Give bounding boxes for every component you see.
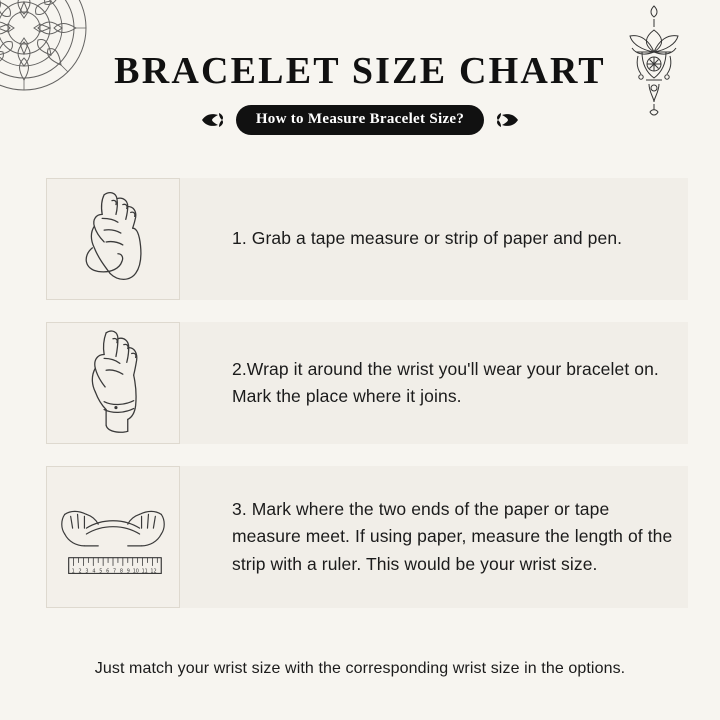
subtitle-pill: How to Measure Bracelet Size? (236, 105, 484, 135)
leaf-flourish-left-icon (200, 109, 226, 131)
page-header (0, 52, 720, 135)
svg-text:7: 7 (113, 568, 117, 575)
svg-text:9: 9 (126, 568, 130, 575)
list-item (46, 322, 688, 444)
svg-text:3: 3 (85, 568, 89, 575)
page-title: BRACELET SIZE CHART (114, 50, 606, 92)
svg-text:11: 11 (141, 568, 148, 575)
step-text: 3. Mark where the two ends of the paper or tape measure meet. If using paper, measure the length of the strip with a ruler. This would be your wrist size. (232, 499, 673, 574)
hand-with-tape-around-wrist-illustration (46, 322, 180, 444)
leaf-flourish-right-icon (494, 109, 520, 131)
svg-text:10: 10 (132, 568, 139, 575)
steps-list (46, 178, 688, 630)
svg-text:12: 12 (150, 568, 157, 575)
subtitle-row (0, 105, 720, 135)
footer-note: Just match your wrist size with the corresponding wrist size in the options. (94, 660, 626, 677)
hands-measuring-strip-with-ruler-illustration (46, 466, 180, 608)
svg-text:6: 6 (106, 568, 110, 575)
svg-text:1: 1 (71, 568, 75, 575)
svg-text:8: 8 (119, 568, 124, 575)
svg-text:5: 5 (99, 568, 103, 575)
list-item (46, 466, 688, 608)
svg-text:2: 2 (78, 568, 82, 575)
svg-text:4: 4 (92, 568, 96, 575)
step-text: 1. Grab a tape measure or strip of paper and pen. (232, 228, 623, 249)
step-text: 2.Wrap it around the wrist you'll wear your bracelet on. Mark the place where it joins. (232, 358, 659, 406)
list-item (46, 178, 688, 300)
closed-fist-illustration (46, 178, 180, 300)
